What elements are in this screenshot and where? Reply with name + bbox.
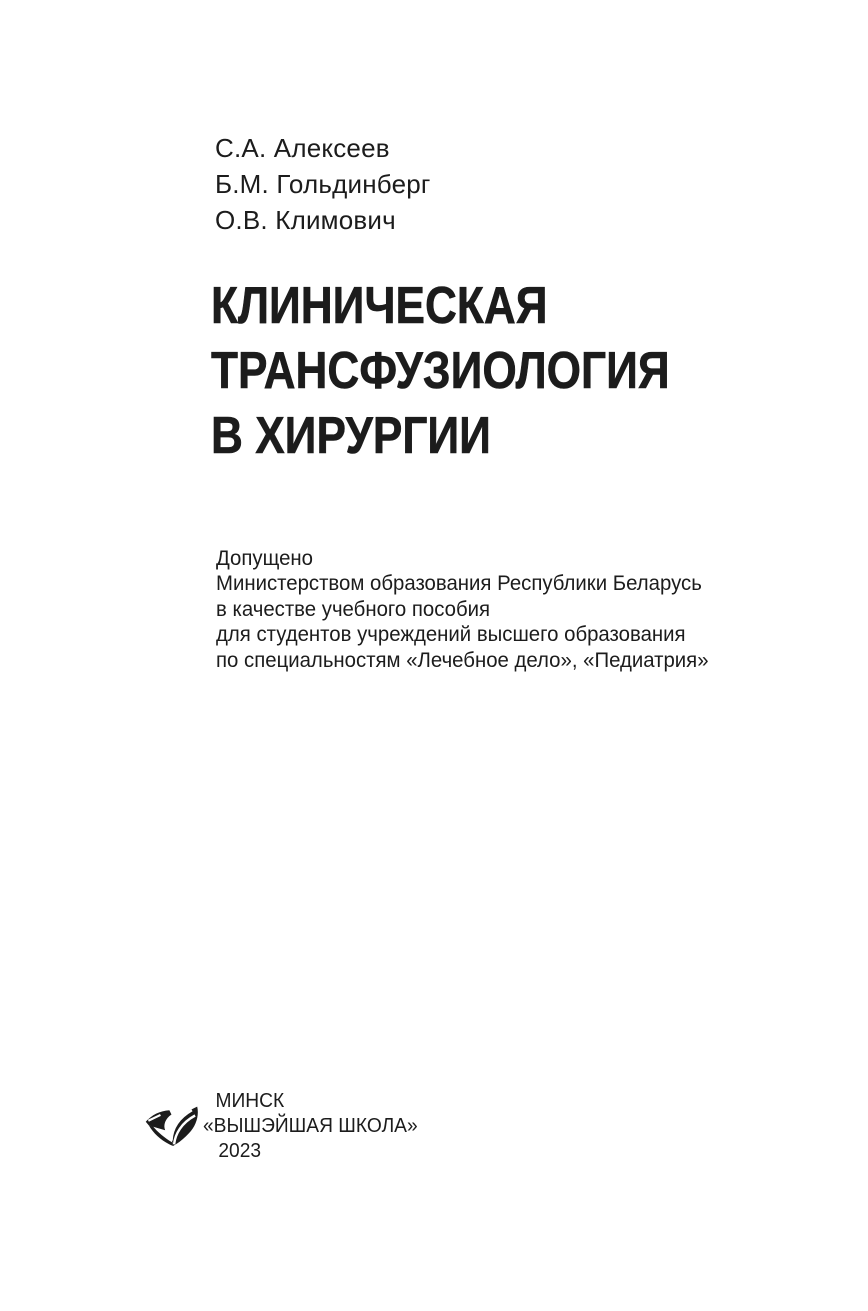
- approval-line-2: Министерством образования Республики Беларусь: [216, 572, 702, 596]
- approval-line-1: Допущено: [216, 547, 314, 570]
- imprint-publisher: «ВЫШЭЙШАЯ ШКОЛА»: [203, 1115, 418, 1137]
- title-line-1: КЛИНИЧЕСКАЯ: [211, 277, 548, 335]
- title-line-3: В ХИРУРГИИ: [211, 407, 491, 465]
- title-line-2: ТРАНСФУЗИОЛОГИЯ: [211, 342, 670, 400]
- approval-line-3: в качестве учебного пособия: [216, 597, 491, 621]
- author-name-1: С.А. Алексеев: [215, 133, 390, 163]
- publisher-open-book-bird-logo-icon: [144, 1105, 200, 1147]
- author-name-3: О.В. Климович: [215, 205, 396, 235]
- imprint-city: МИНСК: [215, 1090, 285, 1112]
- authors-block: [215, 130, 431, 238]
- imprint-block: [203, 1089, 418, 1164]
- author-name-2: Б.М. Гольдинберг: [215, 169, 431, 199]
- approval-statement: [216, 546, 709, 673]
- approval-line-5: по специальностям «Лечебное дело», «Педиатрия»: [216, 648, 709, 672]
- imprint-year: 2023: [218, 1140, 262, 1162]
- approval-line-4: для студентов учреждений высшего образования: [216, 623, 686, 647]
- book-title: [211, 274, 670, 469]
